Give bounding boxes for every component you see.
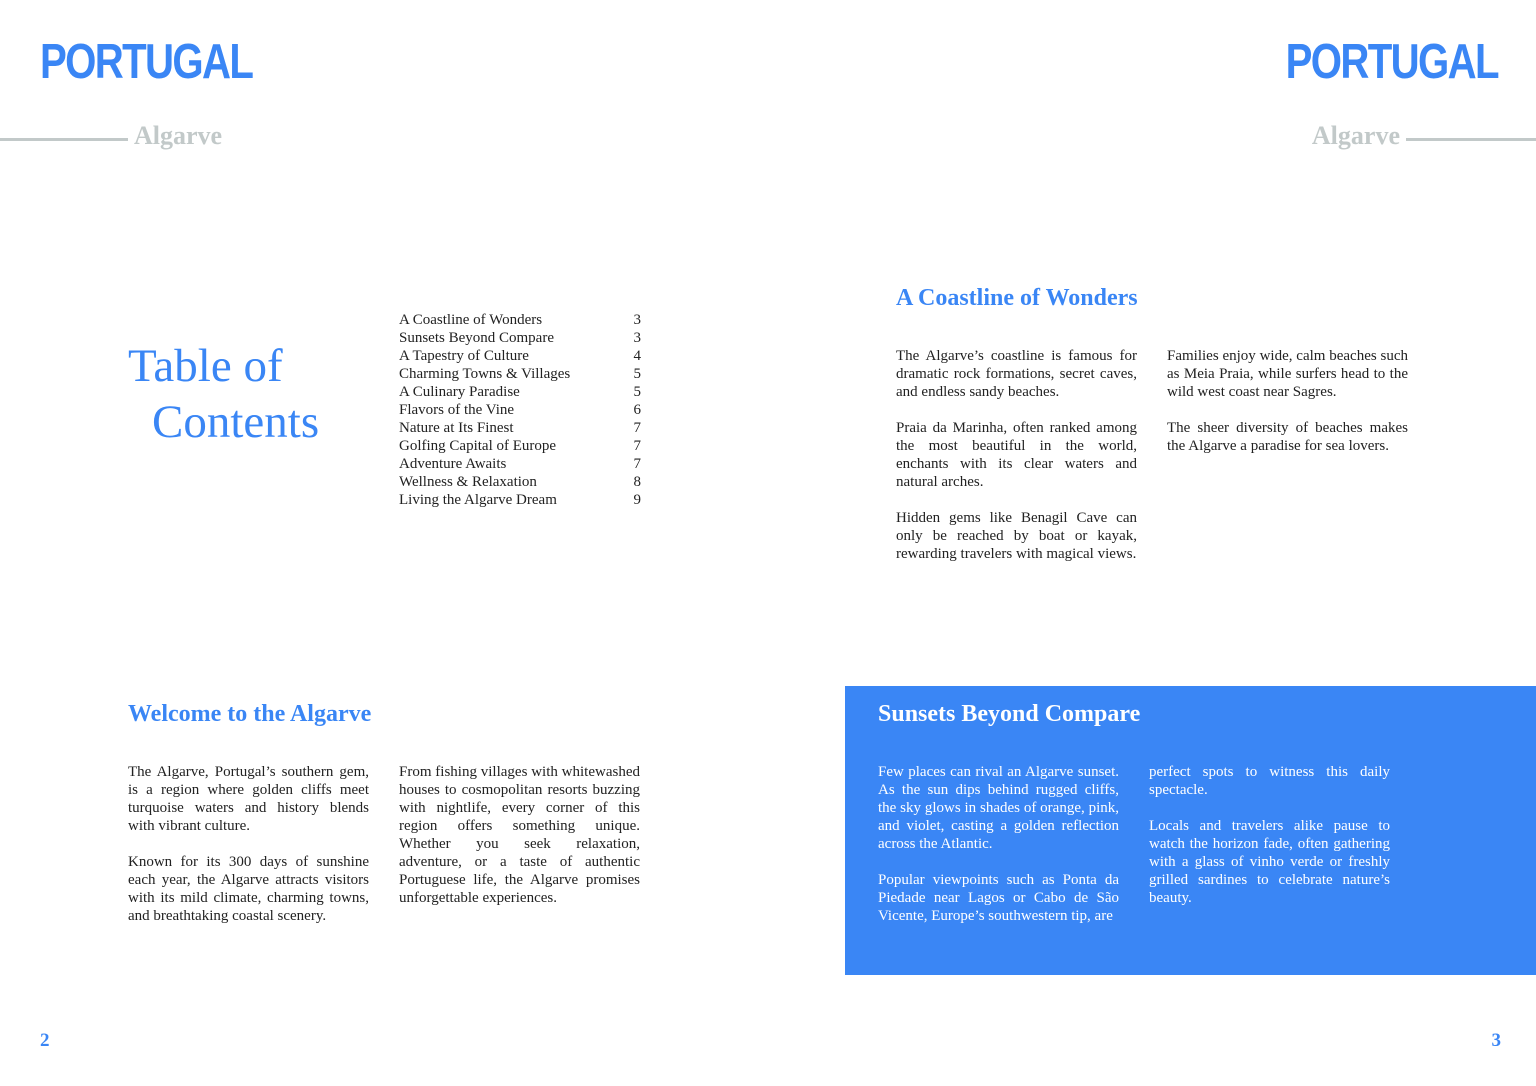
toc-item[interactable] bbox=[399, 347, 641, 365]
coastline-column-2 bbox=[1167, 347, 1408, 455]
toc-item[interactable] bbox=[399, 311, 641, 329]
paragraph: Praia da Marinha, often ranked among the most beautiful in the world, enchants with its clear waters and natural arches. bbox=[896, 420, 1137, 490]
sunsets-panel bbox=[845, 686, 1536, 975]
toc-item-page: 9 bbox=[633, 492, 641, 508]
toc-item-label: Living the Algarve Dream bbox=[399, 492, 557, 508]
toc-item[interactable] bbox=[399, 383, 641, 401]
welcome-heading: Welcome to the Algarve bbox=[128, 701, 372, 727]
coastline-heading: A Coastline of Wonders bbox=[896, 285, 1138, 311]
welcome-column-2 bbox=[399, 763, 640, 907]
toc-item-label: Nature at Its Finest bbox=[399, 420, 514, 436]
toc-item-label: Golfing Capital of Europe bbox=[399, 438, 557, 454]
toc-item-page: 8 bbox=[633, 474, 641, 490]
paragraph: Hidden gems like Benagil Cave can only be reached by boat or kayak, rewarding travelers with magical views. bbox=[896, 510, 1137, 562]
toc-item-page: 5 bbox=[633, 366, 641, 382]
brand-title-left: PORTUGAL bbox=[40, 35, 253, 89]
toc-item-label: Sunsets Beyond Compare bbox=[399, 330, 554, 346]
toc-item[interactable] bbox=[399, 437, 641, 455]
toc-item[interactable] bbox=[399, 419, 641, 437]
toc-item-label: Charming Towns & Villages bbox=[399, 366, 571, 382]
sunsets-column-2 bbox=[1149, 763, 1390, 907]
toc-item-label: A Coastline of Wonders bbox=[399, 312, 543, 328]
coastline-column-1 bbox=[896, 347, 1137, 563]
brand-title-right: PORTUGAL bbox=[1285, 35, 1498, 89]
toc-item[interactable] bbox=[399, 329, 641, 347]
region-label-left: Algarve bbox=[134, 121, 223, 150]
page-number-left: 2 bbox=[40, 1030, 50, 1051]
sunsets-column-1 bbox=[878, 763, 1119, 925]
toc-item-page: 6 bbox=[633, 402, 641, 418]
toc-item-page: 5 bbox=[633, 384, 641, 400]
toc-title bbox=[128, 338, 319, 450]
welcome-column-1 bbox=[128, 763, 369, 925]
toc-title-line1: Table of bbox=[128, 340, 283, 392]
toc-item-page: 7 bbox=[633, 420, 641, 436]
toc-item-label: A Tapestry of Culture bbox=[399, 348, 529, 364]
paragraph: Families enjoy wide, calm beaches such as Meia Praia, while surfers head to the wild west coast near Sagres. bbox=[1167, 348, 1408, 400]
toc-item-label: Wellness & Relaxation bbox=[399, 474, 537, 490]
paragraph: Known for its 300 days of sunshine each year, the Algarve attracts visitors with its mild climate, charming towns, and breathtaking coastal scenery. bbox=[128, 854, 369, 924]
toc-item-label: Flavors of the Vine bbox=[399, 402, 515, 418]
toc-item[interactable] bbox=[399, 401, 641, 419]
toc-item-label: A Culinary Paradise bbox=[399, 384, 520, 400]
paragraph: Popular viewpoints such as Ponta da Piedade near Lagos or Cabo de São Vicente, Europe’s southwestern tip, are bbox=[878, 872, 1119, 924]
header-rule-right bbox=[1406, 138, 1536, 141]
toc-item[interactable] bbox=[399, 455, 641, 473]
toc-item[interactable] bbox=[399, 491, 641, 509]
toc-list bbox=[399, 311, 641, 509]
paragraph: perfect spots to witness this daily spectacle. bbox=[1149, 764, 1390, 798]
paragraph: The Algarve, Portugal’s southern gem, is a region where golden cliffs meet turquoise waters and history blends with vibrant culture. bbox=[128, 764, 369, 834]
toc-item-page: 7 bbox=[633, 456, 641, 472]
paragraph: The sheer diversity of beaches makes the Algarve a paradise for sea lovers. bbox=[1167, 420, 1408, 454]
page-number-right: 3 bbox=[1491, 1030, 1501, 1051]
paragraph: Locals and travelers alike pause to watch the horizon fade, often gathering with a glass of vinho verde or freshly grilled sardines to celebrate nature’s beauty. bbox=[1149, 818, 1390, 906]
toc-item-page: 3 bbox=[633, 330, 641, 346]
toc-item-page: 7 bbox=[633, 438, 641, 454]
toc-item[interactable] bbox=[399, 473, 641, 491]
paragraph: From fishing villages with whitewashed houses to cosmopolitan resorts buzzing with nightlife, every corner of this region offers something unique. Whether you seek relaxation, adventure, or a taste of authentic Portuguese life, the Algarve promises unforgettable experiences. bbox=[399, 764, 640, 906]
toc-title-line2: Contents bbox=[152, 396, 320, 448]
toc-item[interactable] bbox=[399, 365, 641, 383]
header-rule-left bbox=[0, 138, 128, 141]
toc-item-page: 4 bbox=[633, 348, 641, 364]
paragraph: Few places can rival an Algarve sunset. As the sun dips behind rugged cliffs, the sky glows in shades of orange, pink, and violet, casting a golden reflection across the Atlantic. bbox=[878, 764, 1119, 852]
sunsets-heading: Sunsets Beyond Compare bbox=[878, 701, 1141, 727]
toc-item-label: Adventure Awaits bbox=[399, 456, 507, 472]
toc-item-page: 3 bbox=[633, 312, 641, 328]
paragraph: The Algarve’s coastline is famous for dramatic rock formations, secret caves, and endless sandy beaches. bbox=[896, 348, 1137, 400]
region-label-right: Algarve bbox=[1311, 121, 1400, 150]
